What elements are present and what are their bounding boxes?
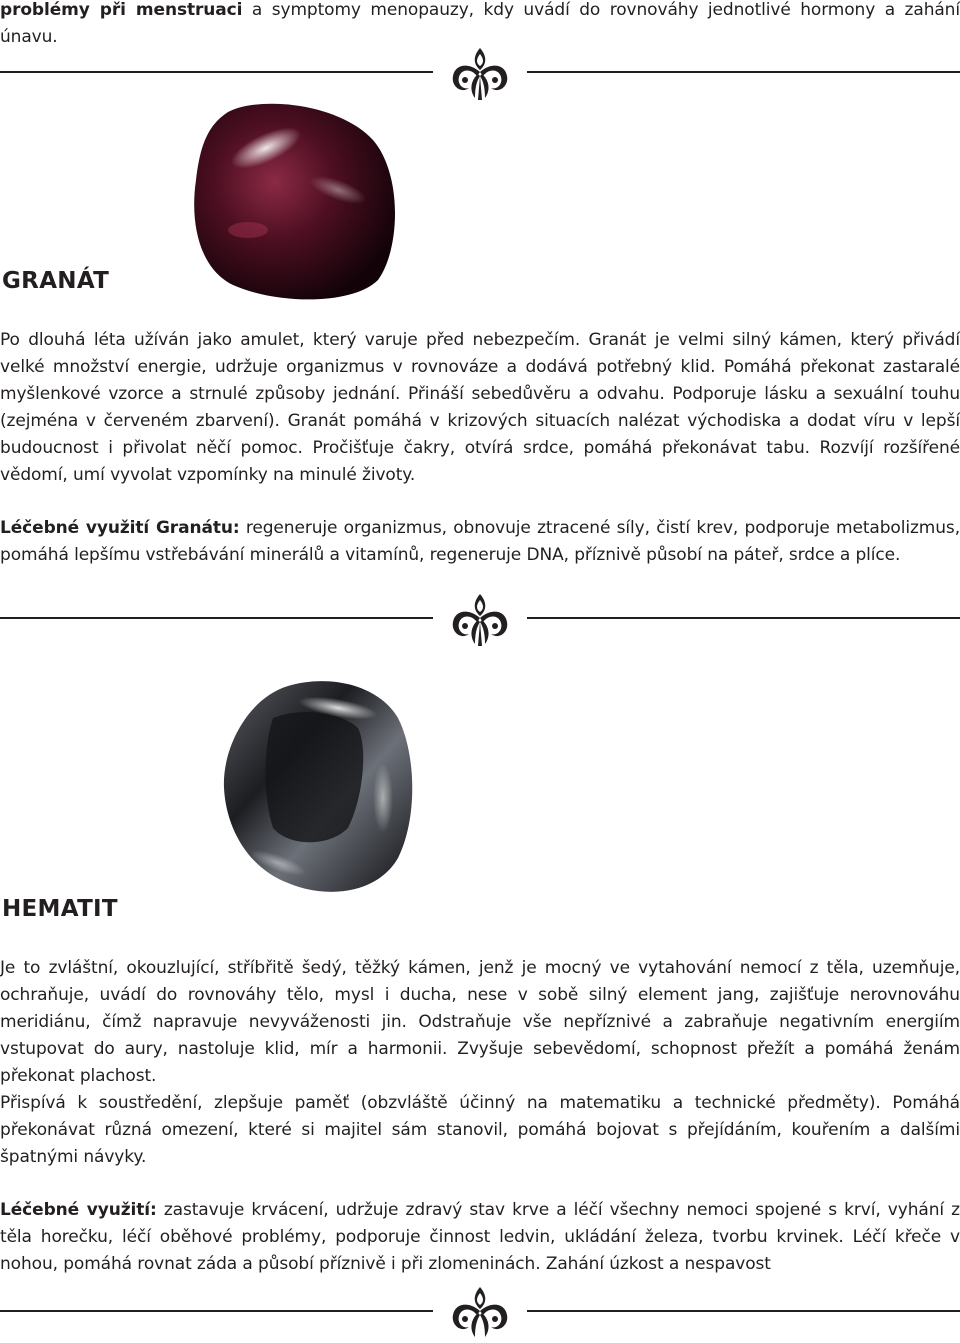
garnet-title: GRANÁT <box>2 268 110 294</box>
garnet-description: Po dlouhá léta užíván jako amulet, který varuje před nebezpečím. Granát je velmi silný kámen, který přivádí velké množství energie, udržuje organizmus v rovnováze a dodává potřebný klid. Pomáhá překonat zastaralé myšlenkové vzorce a strnulé způsoby jednání. Přináší sebedůvěru a odvahu. Podporuje lásku a sexuální touhu (zejména v červeném zbarvení). Granát pomáhá v krizových situacích nalézat východiska a dodat víru v lepší budoucnost i přivolat něčí pomoc. Pročišťuje čakry, otvírá srdce, pomáhá překonávat tabu. Rozvíjí rozšířené vědomí, umí vyvolat vzpomínky na minulé životy. <box>0 330 960 485</box>
garnet-stone-image <box>188 100 400 302</box>
garnet-healing-label: Léčebné využití Granátu: <box>0 518 240 538</box>
hematite-healing-text: zastavuje krvácení, udržuje zdravý stav krve a léčí všechny nemoci spojené s krví, vyhání z těla horečku, léčí oběhové problémy, podporuje činnost ledvin, ukládání železa, tvorbu krvinek. Léčí křeče v nohou, pomáhá rovnat záda a působí příznivě i při zlomeninách. Zahání úzkost a nespavost <box>0 1200 960 1274</box>
flourish-ornament-icon <box>445 590 515 648</box>
hematite-description: Je to zvláštní, okouzlující, stříbřitě šedý, těžký kámen, jenž je mocný ve vytahování nemocí z těla, uzemňuje, ochraňuje, uvádí do rovnováhy tělo, mysl i ducha, nese v sobě silný element jang, zajišťuje nerovnováhu meridiánu, čímž napravuje nevyváženosti jin. Odstraňuje vše nepříznivé a zabraňuje negativním energiím vstupovat do aury, nastoluje klid, mír a harmonii. Zvyšuje sebevědomí, schopnost přežít a pomáhá ženám překonat plachost. <box>0 958 960 1086</box>
ornament-divider <box>0 590 960 650</box>
ornament-divider <box>0 44 960 104</box>
hematite-healing-paragraph <box>0 1197 960 1278</box>
intro-bold: problémy při menstruaci <box>0 0 243 20</box>
hematite-healing-label: Léčebné využití: <box>0 1200 157 1220</box>
flourish-ornament-icon <box>445 44 515 102</box>
ornament-divider <box>0 1283 960 1343</box>
hematite-description-2: Přispívá k soustředění, zlepšuje paměť (obzvláště účinný na matematiku a technické předměty). Pomáhá překonávat různá omezení, které si majitel sám stanovil, pomáhá bojovat s přejídáním, kouřením a dalšími špatnými návyky. <box>0 1093 960 1167</box>
garnet-healing-paragraph <box>0 515 960 569</box>
hematite-stone-image <box>218 678 418 900</box>
flourish-ornament-icon <box>445 1283 515 1341</box>
intro-text: a symptomy menopauzy, kdy uvádí do rovnováhy jednotlivé hormony a zahání únavu. <box>0 0 960 47</box>
hematite-title: HEMATIT <box>2 896 118 922</box>
garnet-healing-text: regeneruje organizmus, obnovuje ztracené síly, čistí krev, podporuje metabolizmus, pomáhá lepšímu vstřebávání minerálů a vitamínů, regeneruje DNA, příznivě působí na páteř, srdce a plíce. <box>0 518 960 565</box>
